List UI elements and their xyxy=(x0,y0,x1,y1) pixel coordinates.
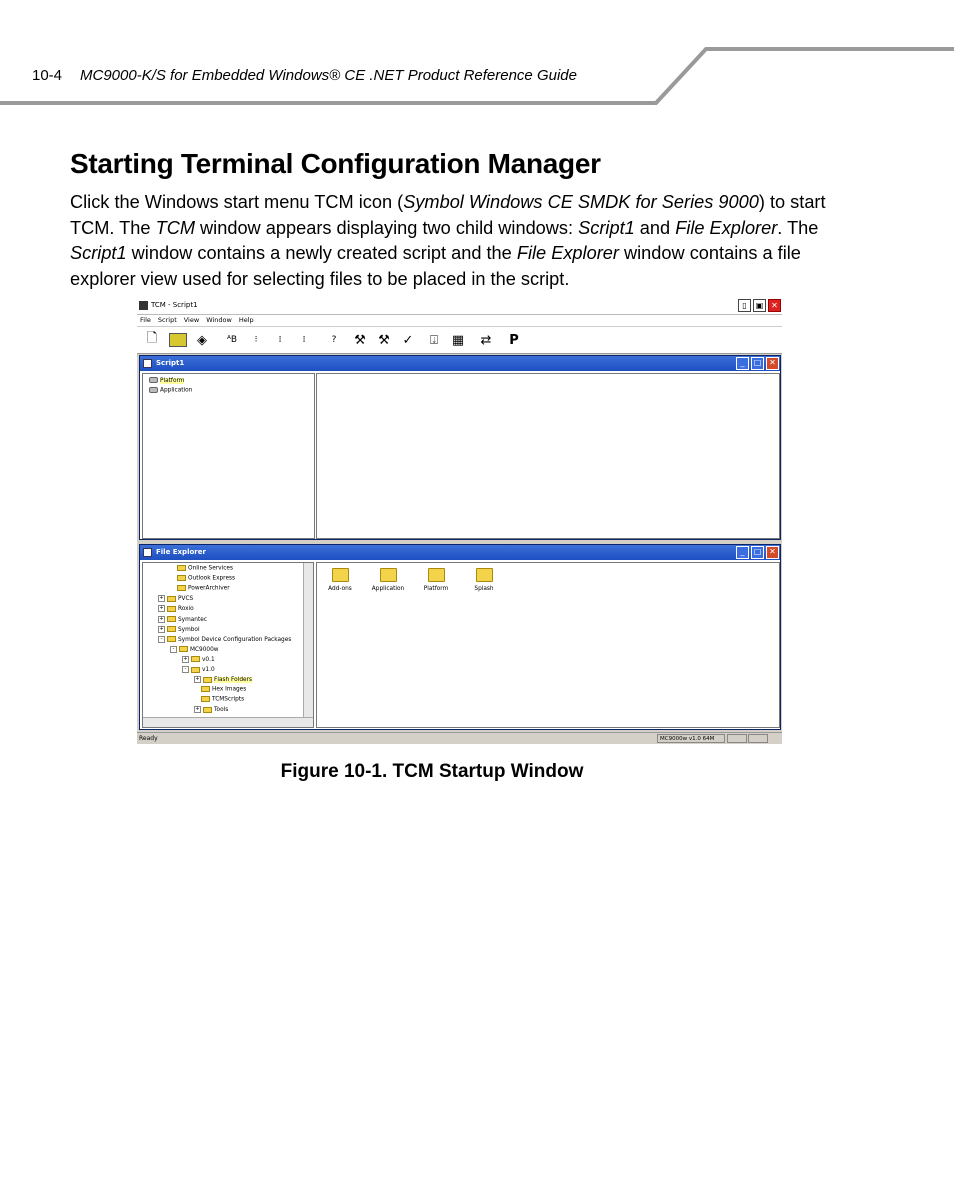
transfer-icon[interactable]: ⇄ xyxy=(480,332,492,348)
folder-label: Application xyxy=(371,586,405,592)
script1-maximize-button[interactable]: □ xyxy=(751,357,764,370)
tree-item[interactable]: Platform xyxy=(149,377,184,384)
folder-icon xyxy=(476,568,493,582)
script-tree-pane xyxy=(142,373,315,539)
list-icon[interactable]: ⁞ xyxy=(278,335,282,345)
tree-item-label: Symbol Device Configuration Packages xyxy=(178,636,292,643)
new-icon[interactable]: 🗋 xyxy=(146,331,158,346)
folder-icon xyxy=(203,707,212,713)
folder-icon xyxy=(177,585,186,591)
expand-icon[interactable]: + xyxy=(195,706,200,713)
folder-item[interactable] xyxy=(368,568,408,592)
tree-item[interactable] xyxy=(170,575,235,582)
folder-label: Splash xyxy=(474,586,494,592)
script1-titlebar xyxy=(140,356,780,371)
folder-icon xyxy=(201,686,210,692)
explorer-close-button[interactable]: ✕ xyxy=(766,546,779,559)
folder-icon xyxy=(167,616,176,622)
open-icon[interactable] xyxy=(169,331,187,349)
tree-item[interactable] xyxy=(158,595,193,602)
body-paragraph: Click the Windows start menu TCM icon (Symbol Windows CE SMDK for Series 9000) to start TCM. The TCM window appears displaying two child windows: Script1 and File Explorer. The Script1 window contains a newly created script and the File Explorer window contains a file explorer view used for selecting files to be placed in the script. xyxy=(70,192,826,290)
disk-icon xyxy=(149,387,158,393)
folder-icon xyxy=(380,568,397,582)
folder-icon xyxy=(167,596,176,602)
menu-window[interactable]: Window xyxy=(206,316,232,324)
menu-bar xyxy=(137,315,782,326)
expand-icon[interactable]: + xyxy=(159,615,164,622)
folder-icon xyxy=(167,606,176,612)
tree-item[interactable]: Application xyxy=(149,387,192,394)
expand-icon[interactable]: + xyxy=(195,676,200,683)
expand-icon[interactable]: + xyxy=(159,625,164,632)
script-detail-pane xyxy=(316,373,780,539)
tree-horizontal-scrollbar[interactable] xyxy=(143,717,313,728)
download-icon[interactable]: ⍗ xyxy=(430,332,438,348)
tree-item[interactable] xyxy=(170,585,230,592)
maximize-button[interactable]: ▣ xyxy=(753,299,766,312)
collapse-icon[interactable]: - xyxy=(158,636,165,643)
folder-label: Add-ons xyxy=(328,586,352,592)
app-titlebar xyxy=(137,298,782,315)
page-number: 10-4 xyxy=(32,67,63,84)
tree-item-label: Flash Folders xyxy=(214,677,252,684)
menu-script[interactable]: Script xyxy=(157,316,177,324)
folder-contents-pane xyxy=(316,562,780,728)
tree-item[interactable] xyxy=(194,696,244,703)
page-header-tab xyxy=(0,0,954,110)
tree-item[interactable] xyxy=(170,646,219,653)
text-icon[interactable]: ᴬB xyxy=(226,335,238,345)
tree-item[interactable] xyxy=(158,636,291,643)
file-explorer-titlebar xyxy=(140,545,780,560)
tree-item[interactable] xyxy=(170,565,233,572)
tree-item[interactable] xyxy=(158,605,194,612)
status-text: Ready xyxy=(139,735,158,742)
status-version: MC9000w v1.0 64M xyxy=(657,734,725,743)
folder-item[interactable] xyxy=(416,568,456,592)
tree-item-label: v0.1 xyxy=(202,656,215,663)
tree-item[interactable] xyxy=(194,686,246,693)
folder-icon xyxy=(177,565,186,571)
close-button[interactable]: ✕ xyxy=(768,299,781,312)
expand-icon[interactable]: + xyxy=(159,605,164,612)
grid-icon[interactable]: ▦ xyxy=(451,332,465,348)
p-icon[interactable]: P xyxy=(509,332,519,348)
section-title: Starting Terminal Configuration Manager xyxy=(70,148,601,179)
file-explorer-window xyxy=(139,544,781,730)
tcm-screenshot xyxy=(137,298,782,744)
tree-item-label: Roxio xyxy=(178,606,194,613)
folder-icon xyxy=(201,696,210,702)
tree-item-label: Online Services xyxy=(188,565,233,572)
disk-icon xyxy=(149,377,158,383)
tree-item[interactable] xyxy=(194,706,228,713)
folder-tree-pane xyxy=(142,562,314,728)
file-explorer-title: File Explorer xyxy=(156,548,206,556)
build-icon[interactable]: ⚒ xyxy=(354,332,366,348)
tree-item[interactable] xyxy=(158,616,207,623)
status-panel xyxy=(748,734,768,743)
explorer-minimize-button[interactable]: _ xyxy=(736,546,749,559)
tcm-app-icon xyxy=(139,301,148,310)
guide-title: MC9000-K/S for Embedded Windows® CE .NET Product Reference Guide xyxy=(80,67,577,84)
folder-icon xyxy=(167,626,176,632)
tree-item[interactable] xyxy=(194,676,252,683)
check-icon[interactable]: ✓ xyxy=(402,332,414,348)
app-title: TCM - Script1 xyxy=(151,301,198,309)
minimize-button[interactable]: ▯ xyxy=(738,299,751,312)
tree-item-label: Symantec xyxy=(178,616,208,623)
collapse-icon[interactable]: - xyxy=(170,646,177,653)
hammer-icon[interactable]: ⚒ xyxy=(378,332,390,348)
folder-icon xyxy=(167,636,176,642)
folder-label: Platform xyxy=(423,586,449,592)
help-icon[interactable]: ? xyxy=(331,335,337,345)
folder-icon xyxy=(332,568,349,582)
folder-icon xyxy=(203,677,212,683)
tree-vertical-scrollbar[interactable] xyxy=(303,563,314,717)
script1-title: Script1 xyxy=(156,359,185,367)
script-icon xyxy=(143,359,152,368)
collapse-icon[interactable]: - xyxy=(182,666,189,673)
tree-item-label: PowerArchiver xyxy=(188,585,230,592)
script1-minimize-button[interactable]: _ xyxy=(736,357,749,370)
tree-item[interactable] xyxy=(182,666,215,673)
save-icon[interactable]: ◈ xyxy=(197,332,207,348)
tree-item-label: Symbol xyxy=(178,626,200,633)
tree-item-label: v1.0 xyxy=(202,667,215,673)
status-bar xyxy=(137,732,782,744)
explorer-maximize-button[interactable]: □ xyxy=(751,546,764,559)
explorer-icon xyxy=(143,548,152,557)
menu-view[interactable]: View xyxy=(183,316,200,324)
list-icon[interactable]: ⁝ xyxy=(254,335,258,345)
toolbar xyxy=(137,326,782,354)
menu-file[interactable]: File xyxy=(140,316,151,324)
script1-window xyxy=(139,355,781,540)
folder-item[interactable] xyxy=(464,568,504,592)
tree-item[interactable] xyxy=(182,656,215,663)
figure-caption: Figure 10-1. TCM Startup Window xyxy=(280,761,584,782)
folder-icon xyxy=(191,656,200,662)
folder-icon xyxy=(191,667,200,673)
expand-icon[interactable]: + xyxy=(159,595,164,602)
folder-item[interactable] xyxy=(320,568,360,592)
tree-item-label: TCMScripts xyxy=(212,696,245,703)
tree-item-label: Outlook Express xyxy=(188,575,236,582)
script1-close-button[interactable]: ✕ xyxy=(766,357,779,370)
menu-help[interactable]: Help xyxy=(238,316,254,324)
tree-item[interactable] xyxy=(158,626,200,633)
expand-icon[interactable]: + xyxy=(183,655,188,662)
folder-icon xyxy=(428,568,445,582)
status-panel xyxy=(727,734,747,743)
tree-item-label: MC9000w xyxy=(190,646,219,653)
folder-icon xyxy=(179,646,188,652)
tree-item-label: Hex Images xyxy=(212,686,247,693)
tree-item-label: PVCS xyxy=(178,596,194,603)
tree-item-label: Tools xyxy=(214,707,229,714)
list-icon[interactable]: ⁞ xyxy=(302,335,306,345)
folder-icon xyxy=(177,575,186,581)
